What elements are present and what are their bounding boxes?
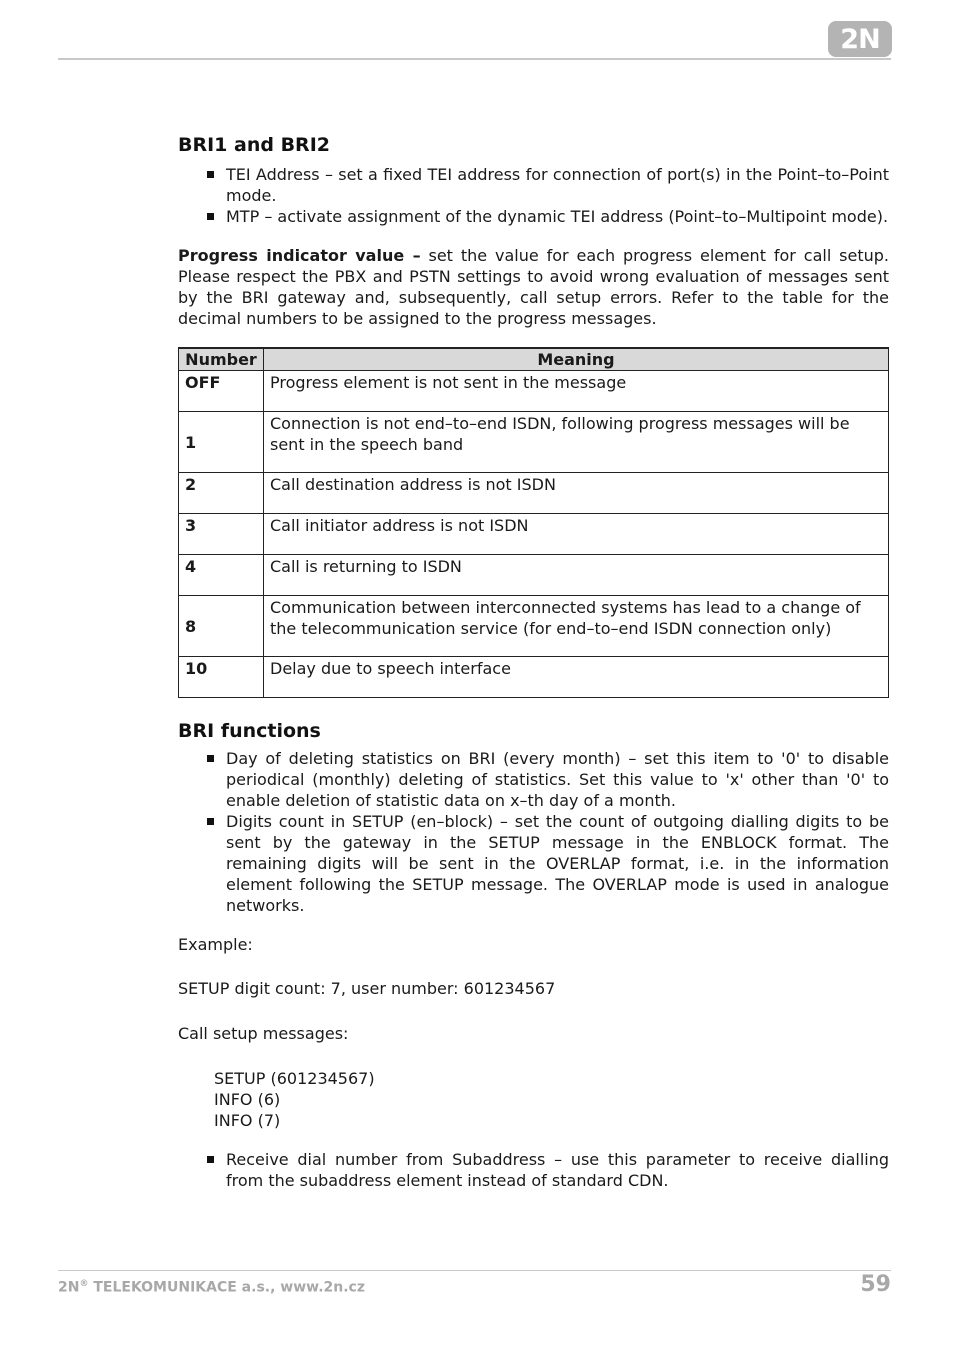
section-title-bri-functions: BRI functions bbox=[178, 720, 321, 742]
message-setup: SETUP (601234567) bbox=[214, 1069, 375, 1088]
footer-divider bbox=[58, 1270, 891, 1271]
setup-digit-count-line: SETUP digit count: 7, user number: 601234567 bbox=[178, 979, 556, 998]
bri-settings-list bbox=[178, 164, 889, 227]
example-label: Example: bbox=[178, 935, 253, 954]
list-item-subaddress: Receive dial number from Subaddress – use this parameter to receive dialling from the subaddress element instead of standard CDN. bbox=[178, 1149, 889, 1191]
page-number: 59 bbox=[860, 1272, 891, 1297]
table-header-row bbox=[179, 348, 889, 371]
header-meaning: Meaning bbox=[264, 348, 889, 371]
table-row bbox=[179, 555, 889, 596]
table-row bbox=[179, 412, 889, 473]
section-title-bri: BRI1 and BRI2 bbox=[178, 134, 330, 156]
cell-number: OFF bbox=[179, 371, 264, 412]
cell-number: 4 bbox=[179, 555, 264, 596]
message-info: INFO (6) bbox=[214, 1090, 281, 1109]
progress-indicator-text: set the value for each progress element for call setup. Please respect the PBX and PSTN settings to avoid wrong evaluation of messages sent by the BRI gateway and, subsequently, call setup errors. Refer to the table for the decimal numbers to be assigned to the progress messages. bbox=[178, 246, 890, 328]
logo-text: 2N bbox=[840, 23, 880, 55]
page-content bbox=[178, 130, 889, 1191]
registered-mark: ® bbox=[79, 1279, 89, 1289]
progress-values-table bbox=[178, 347, 889, 698]
message-info: INFO (7) bbox=[214, 1111, 281, 1130]
table-row bbox=[179, 657, 889, 698]
cell-number: 8 bbox=[179, 596, 264, 657]
progress-indicator-label: Progress indicator value – bbox=[178, 246, 421, 265]
bri-functions-list bbox=[178, 748, 889, 916]
cell-number: 10 bbox=[179, 657, 264, 698]
progress-indicator-paragraph bbox=[178, 245, 889, 329]
list-item-delete-statistics: Day of deleting statistics on BRI (every month) – set this item to '0' to disable periodical (monthly) deleting of statistics. Set this value to 'x' other than '0' to enable deletion of statistic data on x–th day of a month. bbox=[178, 748, 889, 811]
cell-meaning: Communication between interconnected systems has lead to a change of the telecommunication service (for end–to–end ISDN connection only) bbox=[264, 596, 889, 657]
call-setup-messages bbox=[178, 1068, 889, 1131]
footer-company-text: TELEKOMUNIKACE a.s., www.2n.cz bbox=[88, 1279, 365, 1296]
cell-meaning: Call destination address is not ISDN bbox=[264, 473, 889, 514]
cell-meaning: Call initiator address is not ISDN bbox=[264, 514, 889, 555]
cell-meaning: Delay due to speech interface bbox=[264, 657, 889, 698]
call-setup-messages-label: Call setup messages: bbox=[178, 1024, 349, 1043]
cell-number: 3 bbox=[179, 514, 264, 555]
cell-meaning: Connection is not end–to–end ISDN, following progress messages will be sent in the speech band bbox=[264, 412, 889, 473]
list-item-tei-address: TEI Address – set a fixed TEI address for connection of port(s) in the Point–to–Point mode. bbox=[178, 164, 889, 206]
header-number: Number bbox=[179, 348, 264, 371]
footer-brand: 2N bbox=[58, 1279, 80, 1296]
table-row bbox=[179, 514, 889, 555]
cell-number: 2 bbox=[179, 473, 264, 514]
footer-company bbox=[58, 1279, 365, 1296]
list-item-digits-count: Digits count in SETUP (en–block) – set the count of outgoing dialling digits to be sent by the gateway in the SETUP message in the ENBLOCK format. The remaining digits will be sent in the OVERLAP format, i.e. in the information element following the SETUP message. The OVERLAP mode is used in analogue networks. bbox=[178, 811, 889, 916]
list-item-mtp: MTP – activate assignment of the dynamic TEI address (Point–to–Multipoint mode). bbox=[178, 206, 889, 227]
subaddress-list bbox=[178, 1149, 889, 1191]
cell-meaning: Call is returning to ISDN bbox=[264, 555, 889, 596]
header-divider bbox=[58, 58, 891, 60]
table-row bbox=[179, 473, 889, 514]
cell-meaning: Progress element is not sent in the message bbox=[264, 371, 889, 412]
table-row bbox=[179, 371, 889, 412]
cell-number: 1 bbox=[179, 412, 264, 473]
table-row bbox=[179, 596, 889, 657]
company-logo bbox=[828, 21, 892, 57]
